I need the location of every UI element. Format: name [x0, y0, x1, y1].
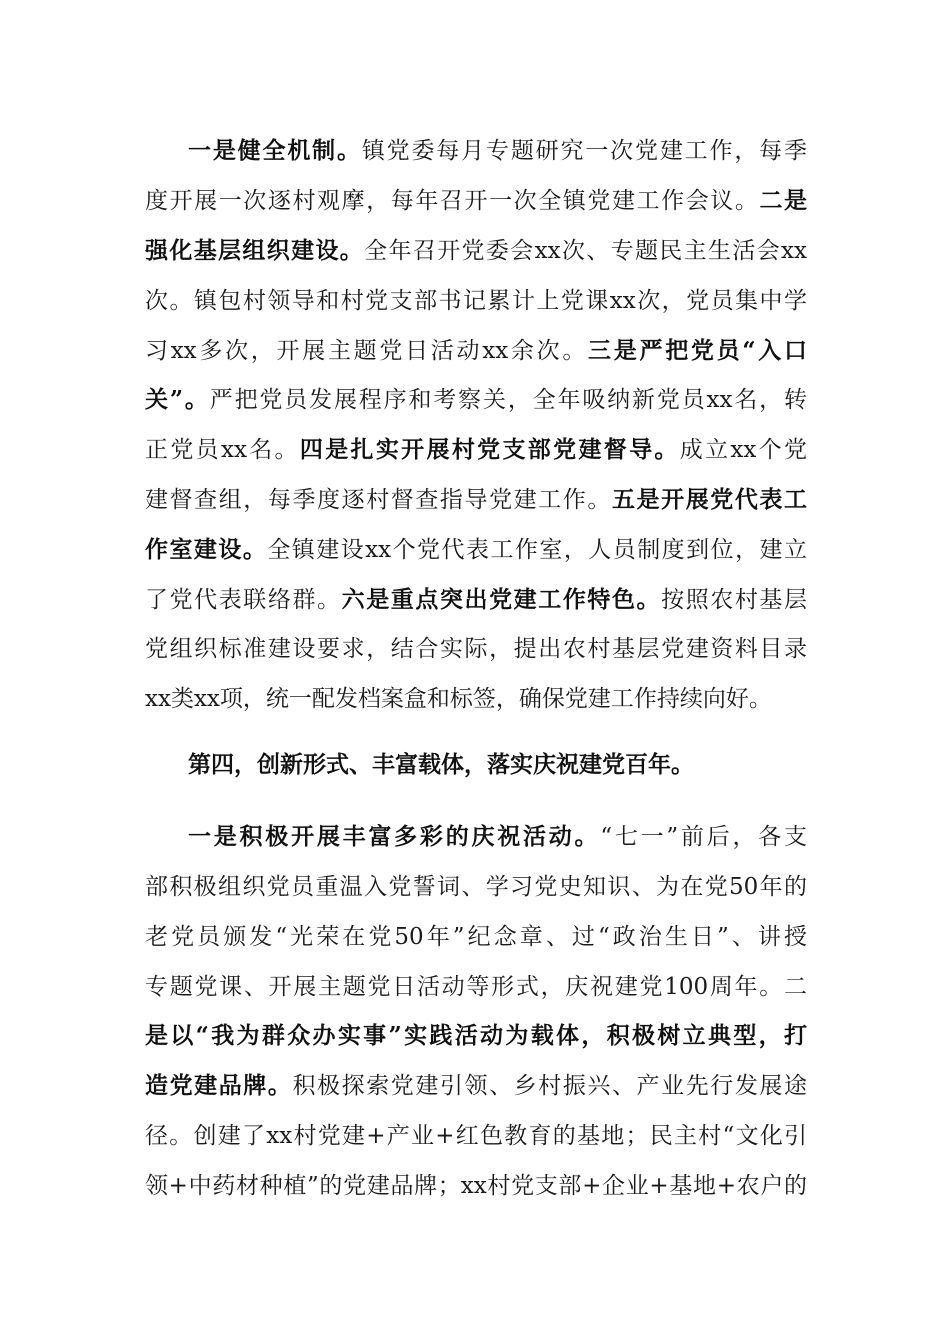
section-heading — [188, 745, 807, 785]
paragraph-1-line-10 — [145, 580, 807, 620]
paragraph-3-line-1 — [188, 817, 807, 857]
body-text: 了党代表联络群。 — [145, 587, 342, 613]
paragraph-1-line-9 — [145, 530, 807, 570]
bold-phrase: 强化基层组织建设。 — [145, 237, 365, 264]
bold-phrase: 三是严把党员“入口 — [588, 337, 807, 364]
paragraph-1-line-11 — [145, 629, 807, 669]
body-text: 全年召开党委会xx次、专题民主生活会xx — [364, 238, 807, 264]
paragraph-1-line-1 — [188, 131, 807, 171]
paragraph-3-line-6 — [145, 1066, 807, 1106]
body-text: 积极探索党建引领、乡村振兴、产业先行发展途 — [292, 1073, 808, 1099]
body-text: “七一”前后，各支 — [600, 824, 807, 850]
body-text: 专题党课、开展主题党日活动等形式，庆祝建党100周年。二 — [145, 974, 807, 1000]
paragraph-1-line-5 — [145, 331, 807, 371]
paragraph-1-line-2 — [145, 181, 807, 221]
body-text: 次。镇包村领导和村党支部书记累计上党课xx次，党员集中学 — [145, 288, 807, 314]
body-text: 老党员颁发“光荣在党50年”纪念章、过“政治生日”、讲授 — [145, 924, 807, 950]
body-text: 径。创建了xx村党建+产业+红色教育的基地；民主村“文化引 — [145, 1123, 807, 1149]
bold-phrase: 造党建品牌。 — [145, 1072, 293, 1099]
paragraph-3-line-2 — [145, 867, 807, 907]
body-text: 建督查组，每季度逐村督查指导党建工作。 — [145, 487, 612, 513]
body-text: 成立xx个党 — [679, 437, 807, 463]
paragraph-1-line-3 — [145, 231, 807, 271]
body-text: 镇党委每月专题研究一次党建工作，每季 — [361, 138, 808, 164]
body-text: 部积极组织党员重温入党誓词、学习党史知识、为在党50年的 — [145, 874, 807, 900]
body-text: 全镇建设xx个党代表工作室，人员制度到位，建立 — [267, 537, 808, 563]
heading-text: 第四，创新形式、丰富载体，落实庆祝建党百年。 — [188, 751, 694, 778]
bold-phrase: 一是积极开展丰富多彩的庆祝活动。 — [188, 823, 601, 850]
body-text: 领+中药材种植”的党建品牌；xx村党支部+企业+基地+农户的 — [145, 1173, 807, 1199]
paragraph-3-line-5 — [145, 1016, 807, 1056]
paragraph-1-line-7 — [145, 430, 807, 470]
bold-phrase: 六是重点突出党建工作特色。 — [341, 586, 662, 613]
paragraph-3-line-4 — [145, 967, 807, 1007]
bold-phrase: 关”。 — [145, 386, 210, 413]
bold-phrase: 四是扎实开展村党支部党建督导。 — [299, 436, 680, 463]
body-text: 严把党员发展程序和考察关，全年吸纳新党员xx名，转 — [209, 387, 807, 413]
paragraph-1-line-6 — [145, 380, 807, 420]
paragraph-1-line-4 — [145, 281, 807, 321]
bold-phrase: 五是开展党代表工 — [611, 486, 808, 513]
bold-phrase: 二是 — [759, 187, 808, 214]
body-text: 正党员xx名。 — [145, 437, 300, 463]
bold-phrase: 作室建设。 — [145, 536, 268, 563]
body-text: 习xx多次，开展主题党日活动xx余次。 — [145, 338, 589, 364]
bold-phrase: 一是健全机制。 — [188, 137, 362, 164]
paragraph-1-line-8 — [145, 480, 807, 520]
body-text: 按照农村基层 — [661, 587, 808, 613]
body-text: xx类xx项，统一配发档案盒和标签，确保党建工作持续向好。 — [145, 686, 772, 712]
paragraph-3-line-7 — [145, 1116, 807, 1156]
bold-phrase: 是以“我为群众办实事”实践活动为载体，积极树立典型，打 — [145, 1022, 807, 1049]
body-text: 度开展一次逐村观摩，每年召开一次全镇党建工作会议。 — [145, 188, 760, 214]
paragraph-1-line-12 — [145, 679, 807, 719]
paragraph-3-line-3 — [145, 917, 807, 957]
paragraph-3-line-8 — [145, 1166, 807, 1206]
body-text: 党组织标准建设要求，结合实际，提出农村基层党建资料目录 — [145, 636, 807, 662]
